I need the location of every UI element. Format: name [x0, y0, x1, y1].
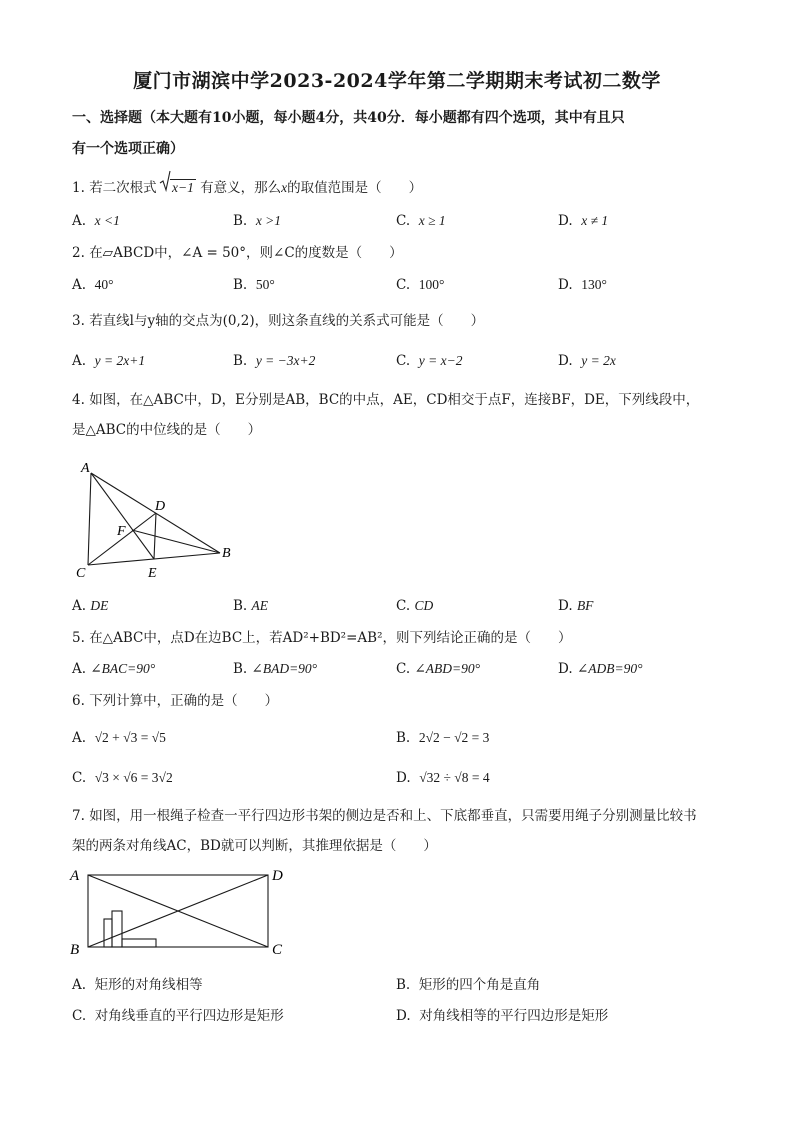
segment-ae: [91, 473, 154, 559]
option-c[interactable]: [396, 661, 480, 677]
question-text: 若直线l与y轴的交点为(0,2)，则这条直线的关系式可能是（ ）: [89, 313, 485, 329]
question-number: 5.: [72, 630, 85, 646]
question-text: 在△ABC中，点D在边BC上，若AD²+BD²=AB²，则下列结论正确的是（ ）: [89, 630, 572, 646]
option-label: B.: [233, 213, 248, 229]
question-4-line1: [72, 385, 699, 415]
option-a[interactable]: [72, 730, 166, 746]
option-text: √32 ÷ √8 = 4: [419, 770, 490, 785]
option-d[interactable]: [558, 213, 608, 229]
option-label: A.: [72, 977, 87, 993]
question-number: 1.: [72, 180, 85, 196]
option-text: √2 + √3 = √5: [94, 730, 166, 745]
option-b[interactable]: [233, 277, 275, 293]
label-c: C: [76, 566, 86, 581]
option-text: DE: [90, 598, 109, 613]
option-text: y = 2x+1: [94, 353, 146, 368]
question-number: 7.: [72, 808, 85, 824]
option-b[interactable]: [233, 598, 268, 614]
label-a: A: [81, 461, 90, 476]
option-label: C.: [72, 1008, 87, 1024]
option-d[interactable]: [558, 661, 643, 677]
option-text: 130°: [581, 277, 607, 292]
question-5: [72, 623, 572, 653]
question-6: [72, 686, 278, 716]
option-text: y = −3x+2: [255, 353, 316, 368]
option-b[interactable]: [233, 661, 317, 677]
question-7-line1: [72, 801, 697, 831]
option-label: D.: [396, 1008, 411, 1024]
option-label: A.: [72, 277, 87, 293]
option-label: C.: [396, 213, 411, 229]
option-label: D.: [558, 661, 573, 677]
option-label: B.: [233, 598, 248, 614]
option-text: y = 2x: [581, 353, 616, 368]
label-c: C: [272, 942, 283, 958]
option-label: B.: [233, 661, 248, 677]
option-label: D.: [558, 277, 573, 293]
option-label: B.: [396, 730, 411, 746]
option-c[interactable]: [72, 1004, 284, 1024]
option-a[interactable]: [72, 973, 203, 993]
option-text: 矩形的四个角是直角: [418, 977, 541, 993]
label-a: A: [70, 868, 80, 884]
question-7-line2: 架的两条对角线AC，BD就可以判断，其推理依据是（ ）: [72, 838, 437, 854]
option-text: 100°: [418, 277, 445, 292]
question-text: 有意义，那么: [200, 180, 282, 196]
option-a[interactable]: [72, 213, 120, 229]
option-d[interactable]: [396, 1004, 608, 1024]
radical-expression: [161, 173, 196, 203]
option-text: ∠ADB=90°: [576, 661, 643, 676]
option-text: x <1: [94, 213, 120, 228]
option-text: 50°: [255, 277, 275, 292]
question-number: 4.: [72, 392, 85, 408]
option-text: ∠ABD=90°: [414, 661, 480, 676]
option-a[interactable]: [72, 598, 108, 614]
option-text: AE: [251, 598, 269, 613]
segment-ca: [88, 473, 91, 565]
question-2: [72, 238, 403, 268]
option-label: C.: [72, 770, 87, 786]
segment-bf: [132, 530, 220, 553]
radical-sign-icon: [159, 170, 171, 192]
option-c[interactable]: [396, 353, 462, 369]
option-label: B.: [233, 277, 248, 293]
option-text: 2√2 − √2 = 3: [418, 730, 490, 745]
question-number: 2.: [72, 245, 85, 261]
label-e: E: [148, 566, 157, 581]
option-a[interactable]: [72, 277, 114, 293]
option-text: 对角线相等的平行四边形是矩形: [419, 1008, 609, 1024]
option-text: ∠BAD=90°: [251, 661, 318, 676]
radicand: x−1: [171, 180, 194, 195]
option-label: C.: [396, 598, 411, 614]
bookshelf-figure: [66, 862, 296, 962]
option-d[interactable]: [558, 598, 593, 614]
book-2: [112, 911, 122, 947]
label-d: D: [272, 868, 283, 884]
book-3: [122, 939, 156, 947]
question-number: 6.: [72, 693, 85, 709]
option-text: 矩形的对角线相等: [94, 977, 203, 993]
option-text: x >1: [255, 213, 282, 228]
option-c[interactable]: [396, 598, 433, 614]
option-text: BF: [576, 598, 594, 613]
option-b[interactable]: [233, 353, 315, 369]
option-b[interactable]: [233, 213, 281, 229]
label-b: B: [222, 546, 231, 561]
option-text: 对角线垂直的平行四边形是矩形: [94, 1008, 284, 1024]
option-text: CD: [414, 598, 434, 613]
label-d: D: [155, 499, 166, 514]
option-text: x ≠ 1: [581, 213, 609, 228]
option-label: A.: [72, 213, 87, 229]
section-heading-line1: 一、选择题（本大题有10小题，每小题4分，共40分．每小题都有四个选项，其中有且只: [72, 110, 625, 126]
option-d[interactable]: [558, 353, 616, 369]
question-4-line2: 是△ABC的中位线的是（ ）: [72, 422, 262, 438]
option-label: B.: [396, 977, 411, 993]
question-number: 3.: [72, 313, 85, 329]
option-label: B.: [233, 353, 248, 369]
option-d[interactable]: [558, 277, 607, 293]
option-label: C.: [396, 353, 411, 369]
option-label: D.: [396, 770, 411, 786]
label-f: F: [117, 524, 126, 539]
option-label: D.: [558, 598, 573, 614]
option-a[interactable]: [72, 353, 145, 369]
book-1: [104, 919, 112, 947]
question-text: 下列计算中，正确的是（ ）: [89, 693, 279, 709]
option-d[interactable]: [396, 770, 490, 786]
question-text: 如图，用一根绳子检查一平行四边形书架的侧边是否和上、下底都垂直，只需要用绳子分别测量比较书: [89, 808, 697, 824]
option-text: √3 × √6 = 3√2: [94, 770, 173, 785]
option-c[interactable]: [396, 213, 446, 229]
variable: x: [281, 180, 288, 195]
option-text: ∠BAC=90°: [90, 661, 156, 676]
question-text: 若二次根式: [89, 180, 157, 196]
question-text: 在▱ABCD中，∠A = 50°，则∠C的度数是（ ）: [89, 245, 403, 261]
question-1: [72, 173, 422, 203]
page-title: 厦门市湖滨中学2023-2024学年第二学期期末考试初二数学: [133, 70, 661, 92]
option-label: C.: [396, 277, 411, 293]
question-text: 如图，在△ABC中，D，E分别是AB，BC的中点，AE，CD相交于点F，连接BF，DE，下列线段中，: [89, 392, 700, 408]
option-label: A.: [72, 730, 87, 746]
triangle-figure: [70, 455, 245, 590]
label-b: B: [70, 942, 80, 958]
option-text: 40°: [94, 277, 114, 292]
option-label: D.: [558, 213, 573, 229]
option-label: A.: [72, 353, 87, 369]
option-label: A.: [72, 661, 87, 677]
option-b[interactable]: [396, 730, 489, 746]
option-c[interactable]: [72, 770, 173, 786]
option-a[interactable]: [72, 661, 155, 677]
option-label: C.: [396, 661, 411, 677]
segment-cd: [88, 513, 156, 565]
option-b[interactable]: [396, 973, 540, 993]
question-3: [72, 306, 484, 336]
option-label: D.: [558, 353, 573, 369]
option-c[interactable]: [396, 277, 444, 293]
option-label: A.: [72, 598, 87, 614]
question-text: 的取值范围是（ ）: [287, 180, 423, 196]
option-text: x ≥ 1: [418, 213, 446, 228]
section-heading-line2: 有一个选项正确）: [72, 141, 184, 157]
option-text: y = x−2: [418, 353, 463, 368]
